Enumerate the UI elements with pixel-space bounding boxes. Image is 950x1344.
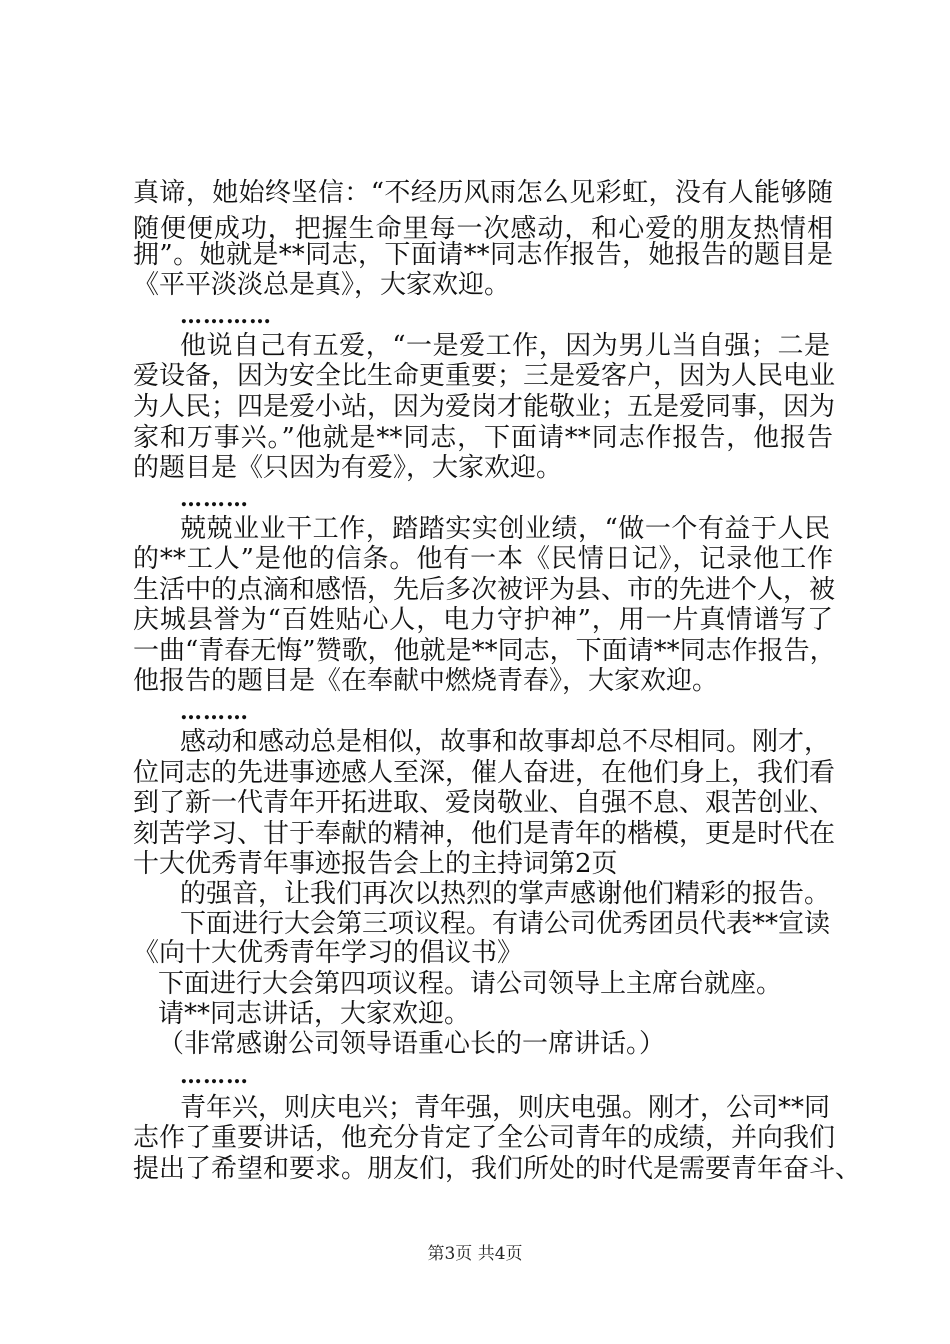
text-line: 的题目是《只因为有爱》，大家欢迎。 [133, 453, 563, 483]
text-line: 志作了重要讲话，他充分肯定了全公司青年的成绩，并向我们 [133, 1123, 836, 1153]
text-line: 《平平淡淡总是真》，大家欢迎。 [133, 270, 511, 300]
text-line: 青年兴，则庆电兴；青年强，则庆电强。刚才，公司**同 [180, 1093, 831, 1123]
text-line: 下面进行大会第三项议程。有请公司优秀团员代表**宣读 [180, 909, 831, 939]
text-line: 下面进行大会第四项议程。请公司领导上主席台就座。 [158, 969, 783, 999]
text-line: 庆城县誉为“百姓贴心人，电力守护神”，用一片真情谱写了 [133, 605, 833, 635]
text-line: 家和万事兴。”他就是**同志，下面请**同志作报告，他报告 [133, 423, 833, 453]
text-line: 的**工人”是他的信条。他有一本《民情日记》，记录他工作 [133, 544, 833, 574]
ellipsis-separator: ………… [180, 303, 272, 329]
text-line: 到了新一代青年开拓进取、爱岗敬业、自强不息、艰苦创业、 [133, 788, 836, 818]
text-line: 请**同志讲话，大家欢迎。 [158, 999, 471, 1029]
text-line: 位同志的先进事迹感人至深，催人奋进，在他们身上，我们看 [133, 758, 836, 788]
ellipsis-separator: ……… [180, 699, 249, 725]
text-line: 刻苦学习、甘于奉献的精神，他们是青年的楷模，更是时代在 [133, 819, 836, 849]
text-line: 的强音，让我们再次以热烈的掌声感谢他们精彩的报告。 [180, 879, 831, 909]
text-line: 他报告的题目是《在奉献中燃烧青春》，大家欢迎。 [133, 666, 719, 696]
text-line: （非常感谢公司领导语重心长的一席讲话。） [158, 1029, 666, 1059]
text-line: 真谛，她始终坚信：“不经历风雨怎么见彩虹，没有人能够随 [133, 178, 833, 208]
text-line: 兢兢业业干工作，踏踏实实创业绩，“做一个有益于人民 [180, 514, 830, 544]
text-line: 他说自己有五爱，“一是爱工作，因为男儿当自强；二是 [180, 331, 830, 361]
text-line: 感动和感动总是相似，故事和故事却总不尽相同。刚才， [180, 727, 831, 757]
text-line: 十大优秀青年事迹报告会上的主持词第2页 [133, 849, 618, 879]
text-line: 生活中的点滴和感悟，先后多次被评为县、市的先进个人，被 [133, 575, 836, 605]
ellipsis-separator: ……… [180, 1063, 249, 1089]
text-line: 爱设备，因为安全比生命更重要；三是爱客户，因为人民电业 [133, 361, 836, 391]
text-line: 提出了希望和要求。朋友们，我们所处的时代是需要青年奋斗、 [133, 1154, 862, 1184]
text-line: 《向十大优秀青年学习的倡议书》 [133, 938, 524, 968]
text-line: 拥”。她就是**同志，下面请**同志作报告，她报告的题目是 [133, 240, 833, 270]
text-line: 一曲“青春无悔”赞歌，他就是**同志，下面请**同志作报告， [133, 636, 836, 666]
text-line: 为人民；四是爱小站，因为爱岗才能敬业；五是爱同事，因为 [133, 392, 836, 422]
ellipsis-separator: ……… [180, 486, 249, 512]
page-footer: 第3页 共4页 [427, 1244, 523, 1264]
text-line: 随便便成功，把握生命里每一次感动，和心爱的朋友热情相 [133, 214, 833, 244]
